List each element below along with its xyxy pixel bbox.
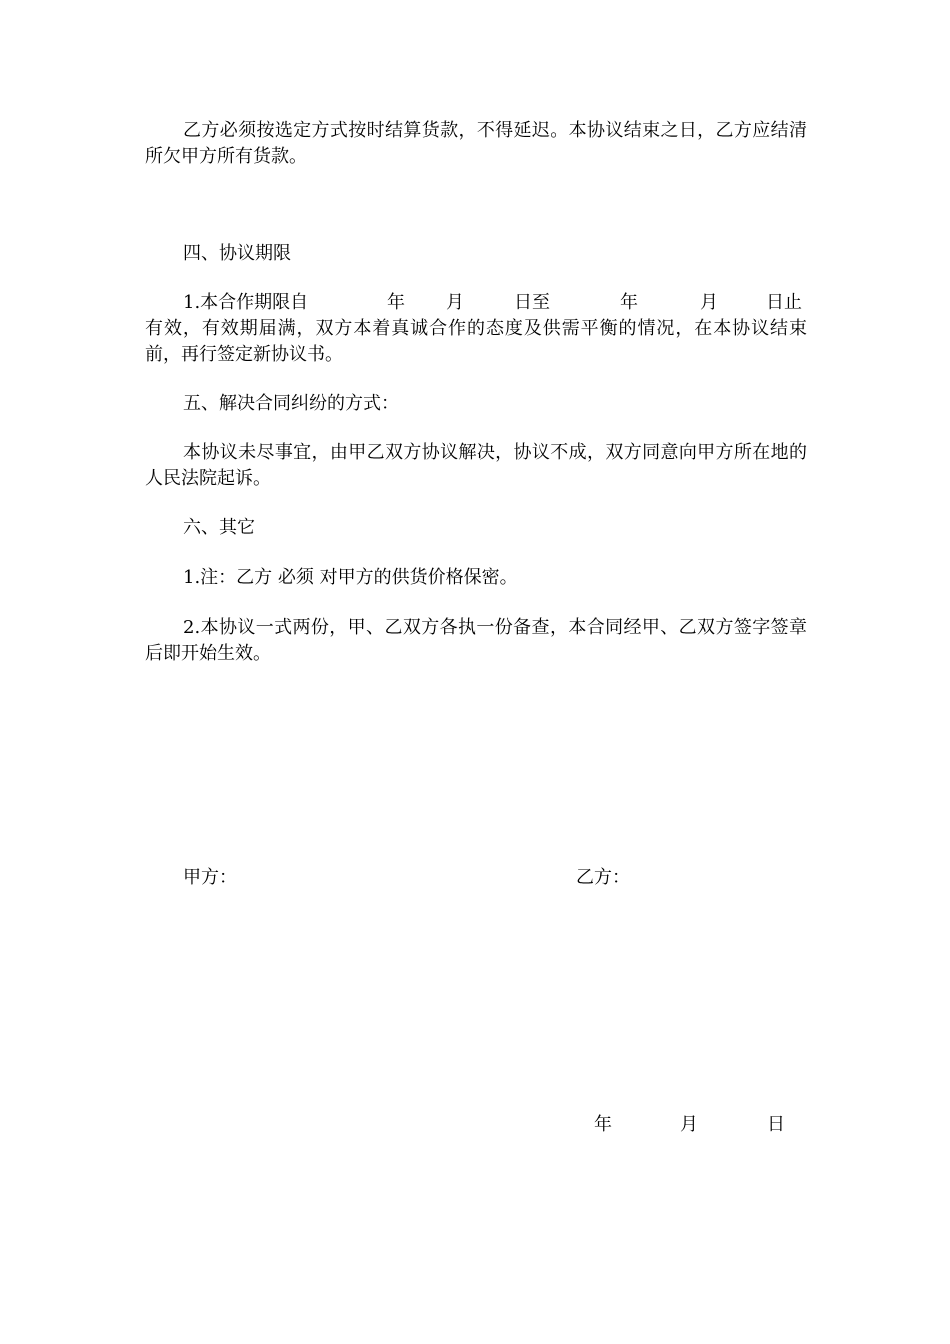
date-year: 年	[594, 1114, 612, 1135]
term-rest: 有效，有效期届满，双方本着真诚合作的态度及供需平衡的情况，在本协议结束前，再行签定新协议书。	[145, 318, 807, 365]
other-item-1: 1.注：乙方 必须 对甲方的供货价格保密。	[183, 567, 518, 588]
party-b-label: 乙方：	[576, 867, 630, 888]
term-month-2: 月	[700, 292, 718, 313]
term-year-1: 年	[387, 292, 405, 313]
term-month-1: 月	[446, 292, 464, 313]
party-a-label: 甲方：	[183, 867, 237, 888]
payment-paragraph: 乙方必须按选定方式按时结算货款，不得延迟。本协议结束之日，乙方应结清所欠甲方所有货款。	[145, 120, 807, 167]
section-6-heading: 六、其它	[183, 517, 255, 538]
dispute-paragraph: 本协议未尽事宜，由甲乙双方协议解决，协议不成，双方同意向甲方所在地的人民法院起诉。	[145, 442, 807, 489]
date-day: 日	[767, 1114, 785, 1135]
date-month: 月	[680, 1114, 698, 1135]
term-day-to: 日至	[514, 292, 550, 313]
term-prefix: 1.本合作期限自	[183, 292, 309, 313]
section-4-heading: 四、协议期限	[183, 243, 291, 264]
other-item-2: 2.本协议一式两份，甲、乙双方各执一份备查，本合同经甲、乙双方签字签章后即开始生效。	[145, 617, 807, 664]
section-5-heading: 五、解决合同纠纷的方式：	[183, 393, 399, 414]
term-day-end: 日止	[766, 292, 802, 313]
term-year-2: 年	[620, 292, 638, 313]
